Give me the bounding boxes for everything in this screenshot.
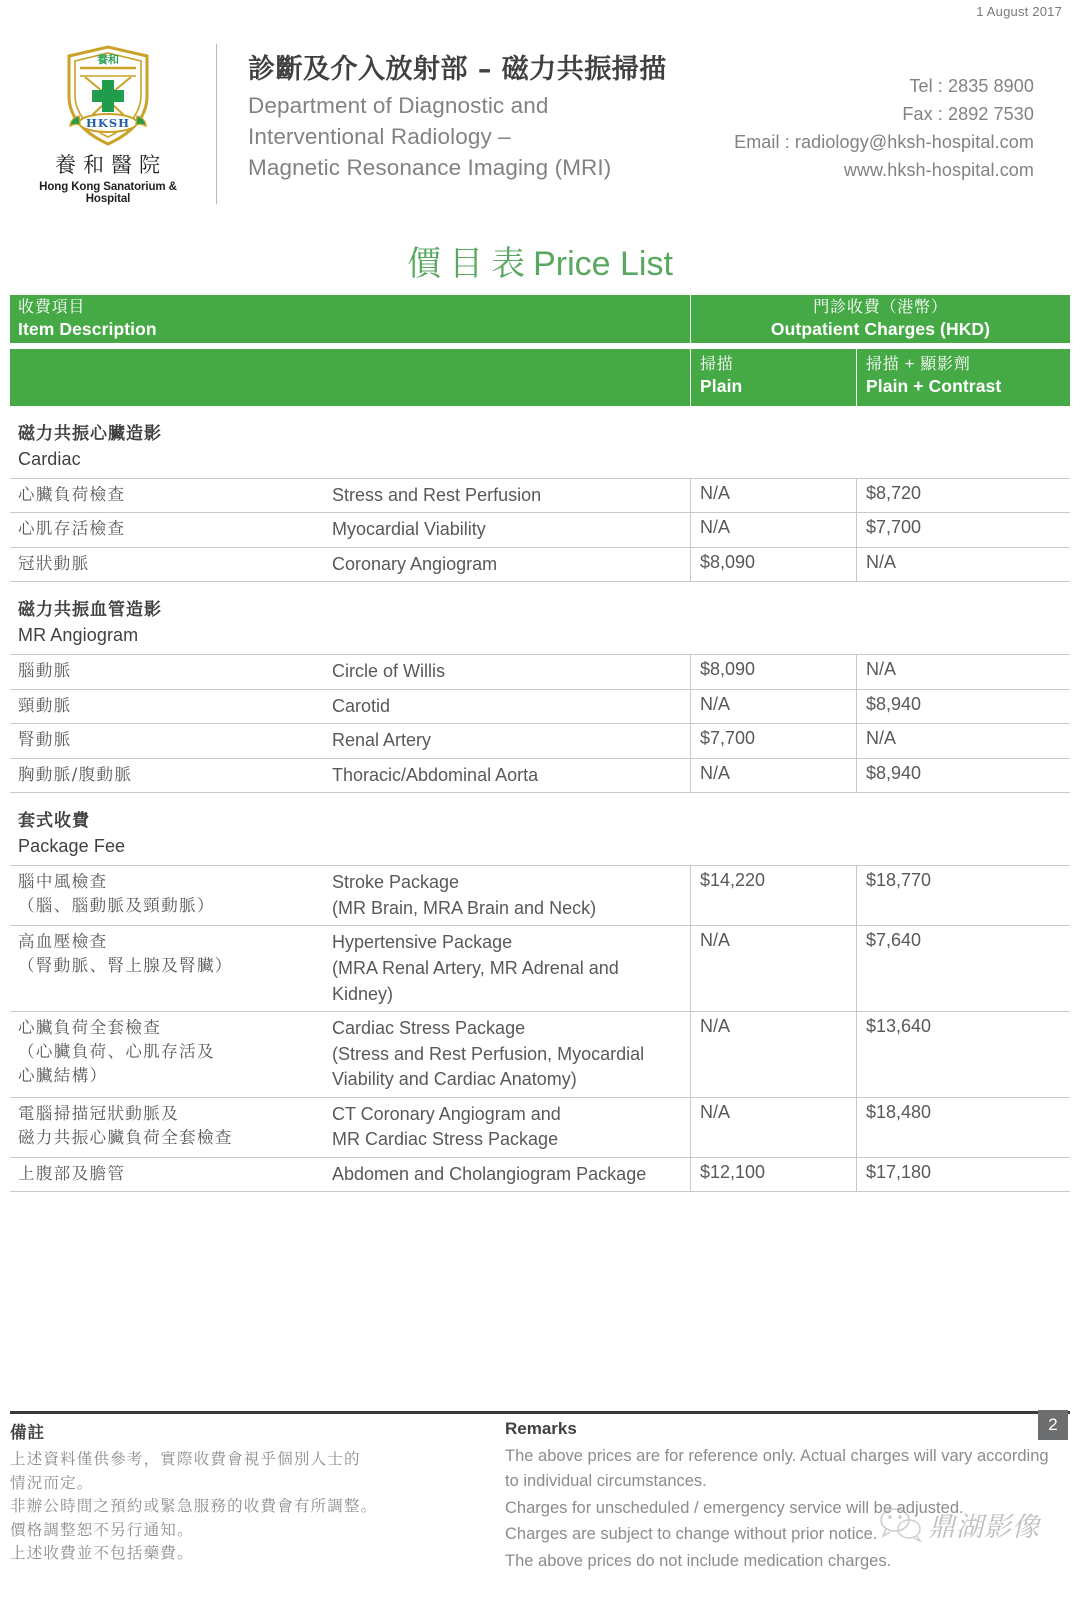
cell-item-cn: 電腦掃描冠狀動脈及 磁力共振心臟負荷全套檢查: [18, 1103, 233, 1147]
cell-item-en: Renal Artery: [330, 724, 691, 758]
contact-tel: Tel : 2835 8900: [909, 76, 1034, 96]
header-item-description-en: Item Description: [18, 318, 157, 339]
cell-price-contrast: $8,940: [866, 693, 922, 714]
remark-line-en: Charges are subject to change without prior notice.: [505, 1525, 878, 1544]
footer-remarks: [10, 1419, 1070, 1576]
hospital-name-cn: 養和醫院: [55, 153, 167, 177]
remarks-title-en: Remarks: [505, 1419, 577, 1438]
header-plain-contrast: [857, 349, 1070, 406]
cell-price-plain: N/A: [691, 926, 857, 1011]
header-plain-en: Plain: [700, 375, 743, 396]
section-heading-cn: 磁力共振心臟造影: [18, 424, 162, 444]
table-row: [10, 925, 1070, 1011]
cell-item-cn: 上腹部及膽管: [18, 1163, 126, 1183]
document-date: 1 August 2017: [976, 4, 1062, 19]
department-title-en-line2: Interventional Radiology –: [248, 124, 511, 150]
table-row: [10, 478, 1070, 513]
remarks-cn-list: [10, 1448, 505, 1566]
header-item-description-cn: 收費項目: [18, 299, 86, 316]
page-header: [0, 36, 1080, 206]
cell-item-cn: 腦動脈: [18, 661, 72, 681]
section-heading-cn: 套式收費: [18, 811, 90, 832]
cell-item-cn: 頸動脈: [18, 695, 72, 715]
table-row: [10, 512, 1070, 547]
crest-top-label: 養和: [97, 53, 119, 66]
cell-price-plain: N/A: [691, 1098, 857, 1157]
hospital-logo: [18, 44, 198, 205]
cell-price-plain: $14,220: [691, 866, 857, 925]
department-title: [248, 54, 768, 184]
header-outpatient-charges: [691, 295, 1070, 343]
cell-price-contrast: $18,770: [866, 870, 932, 891]
department-title-en: [248, 90, 768, 183]
cell-price-plain: N/A: [691, 479, 857, 513]
cell-item-en: Cardiac Stress Package (Stress and Rest Perfusion, Myocardial Viability and Cardiac Anatomy): [330, 1012, 691, 1097]
cell-item-en: Carotid: [330, 690, 691, 724]
section-heading-en: Cardiac: [18, 448, 81, 469]
section-heading: [10, 406, 1070, 478]
section-heading: [10, 582, 1070, 654]
cell-price-contrast: N/A: [866, 551, 897, 572]
page-title-en: Price List: [533, 245, 673, 283]
table-row: [10, 1157, 1070, 1193]
cell-item-en: Hypertensive Package (MRA Renal Artery, MR Adrenal and Kidney): [330, 926, 691, 1011]
cell-price-plain: $8,090: [691, 655, 857, 689]
department-title-en-line1: Department of Diagnostic and: [248, 93, 549, 119]
table-row: [10, 1097, 1070, 1157]
cell-item-en: Stress and Rest Perfusion: [330, 479, 691, 513]
table-row: [10, 758, 1070, 794]
header-divider: [216, 44, 217, 204]
cell-price-contrast: $7,700: [866, 517, 922, 538]
cell-item-en: Abdomen and Cholangiogram Package: [330, 1158, 691, 1192]
cell-item-cn: 腦中風檢查 （腦、腦動脈及頸動脈）: [18, 872, 215, 916]
cell-item-en: Coronary Angiogram: [330, 548, 691, 582]
cell-price-contrast: $8,940: [866, 762, 922, 783]
section-heading-en: MR Angiogram: [18, 625, 139, 646]
cell-price-contrast: N/A: [866, 659, 897, 680]
table-row: [10, 865, 1070, 925]
cell-item-en: CT Coronary Angiogram and MR Cardiac Stress Package: [330, 1098, 691, 1157]
table-row: [10, 654, 1070, 689]
contact-email: Email : radiology@hksh-hospital.com: [734, 132, 1034, 153]
cell-item-en: Circle of Willis: [330, 655, 691, 689]
department-title-en-line3: Magnetic Resonance Imaging (MRI): [248, 155, 612, 181]
header-sub-blank: [10, 349, 691, 406]
cell-price-plain: $8,090: [691, 548, 857, 582]
cell-item-cn: 心臟負荷全套檢查 （心臟負荷、心肌存活及 心臟結構）: [18, 1018, 215, 1085]
cell-price-contrast: $8,720: [866, 482, 922, 503]
footer-divider: [10, 1411, 1070, 1414]
cell-price-contrast: $17,180: [866, 1161, 932, 1182]
hospital-name-en: Hong Kong Sanatorium & Hospital: [39, 181, 177, 205]
cell-price-plain: N/A: [691, 1012, 857, 1097]
hksh-crest-icon: [62, 44, 154, 148]
table-row: [10, 547, 1070, 583]
remarks-en-list: [505, 1444, 1065, 1574]
cell-price-contrast: $18,480: [866, 1101, 932, 1122]
remark-line-cn: 非辦公時間之預約或緊急服務的收費會有所調整。: [10, 1497, 378, 1516]
watermark-text: 鼎湖影像: [928, 1511, 1040, 1543]
table-body: [10, 406, 1070, 1192]
contact-fax: Fax : 2892 7530: [902, 104, 1034, 125]
contact-website: www.hksh-hospital.com: [843, 160, 1034, 181]
header-outpatient-charges-cn: 門診收費（港幣）: [813, 299, 948, 316]
cell-price-plain: $7,700: [691, 724, 857, 758]
cell-price-contrast: $7,640: [866, 930, 922, 951]
header-item-description: [10, 295, 691, 343]
cell-item-cn: 腎動脈: [18, 730, 72, 750]
remark-line-cn: 價格調整恕不另行通知。: [10, 1520, 194, 1539]
table-row: [10, 723, 1070, 758]
table-header-sub: [10, 349, 1070, 406]
cell-item-en: Thoracic/Abdominal Aorta: [330, 759, 691, 793]
cell-item-en: Myocardial Viability: [330, 513, 691, 547]
table-row: [10, 1011, 1070, 1097]
cell-price-plain: $12,100: [691, 1158, 857, 1192]
page-number-badge: 2: [1038, 1410, 1068, 1440]
cell-item-cn: 心臟負荷檢查: [18, 484, 126, 504]
crest-bottom-label: HKSH: [85, 116, 131, 130]
remarks-english: [505, 1419, 1065, 1576]
header-plain-contrast-en: Plain + Contrast: [866, 375, 1002, 396]
remarks-title-cn: 備註: [10, 1423, 45, 1442]
section-heading: [10, 793, 1070, 865]
header-outpatient-charges-en: Outpatient Charges (HKD): [770, 318, 991, 339]
cell-price-plain: N/A: [691, 759, 857, 793]
remark-line-en: The above prices are for reference only. Actual charges will vary according to individual circumstances.: [505, 1447, 1049, 1490]
cell-item-cn: 心肌存活檢查: [18, 519, 126, 539]
header-plain: [691, 349, 857, 406]
table-row: [10, 689, 1070, 724]
cell-price-contrast: N/A: [866, 728, 897, 749]
department-title-cn: 診斷及介入放射部 – 磁力共振掃描: [248, 54, 667, 85]
cell-price-contrast: $13,640: [866, 1016, 932, 1037]
remark-line-cn: 上述收費並不包括藥費。: [10, 1544, 194, 1563]
table-header-top: [10, 295, 1070, 343]
remark-line-cn: 上述資料僅供參考，實際收費會視乎個別人士的 情況而定。: [10, 1450, 361, 1492]
remark-line-en: The above prices do not include medication charges.: [505, 1552, 892, 1570]
contact-info: [734, 72, 1034, 184]
remark-line-en: Charges for unscheduled / emergency service will be adjusted.: [505, 1498, 964, 1517]
price-table: [10, 295, 1070, 1192]
page-title-cn: 價目表: [407, 245, 534, 283]
cell-price-plain: N/A: [691, 513, 857, 547]
cell-item-cn: 冠狀動脈: [18, 553, 90, 573]
page-title: [0, 236, 1080, 285]
section-heading-en: Package Fee: [18, 836, 126, 857]
header-plain-contrast-cn: 掃描 + 顯影劑: [866, 356, 971, 373]
cell-item-en: Stroke Package (MR Brain, MRA Brain and Neck): [330, 866, 691, 925]
section-heading-cn: 磁力共振血管造影: [18, 600, 162, 621]
cell-price-plain: N/A: [691, 690, 857, 724]
header-plain-cn: 掃描: [700, 356, 734, 373]
cell-item-cn: 胸動脈/腹動脈: [18, 764, 133, 784]
remarks-chinese: [10, 1419, 505, 1576]
cell-item-cn: 高血壓檢查 （腎動脈、腎上腺及腎臟）: [18, 932, 233, 976]
